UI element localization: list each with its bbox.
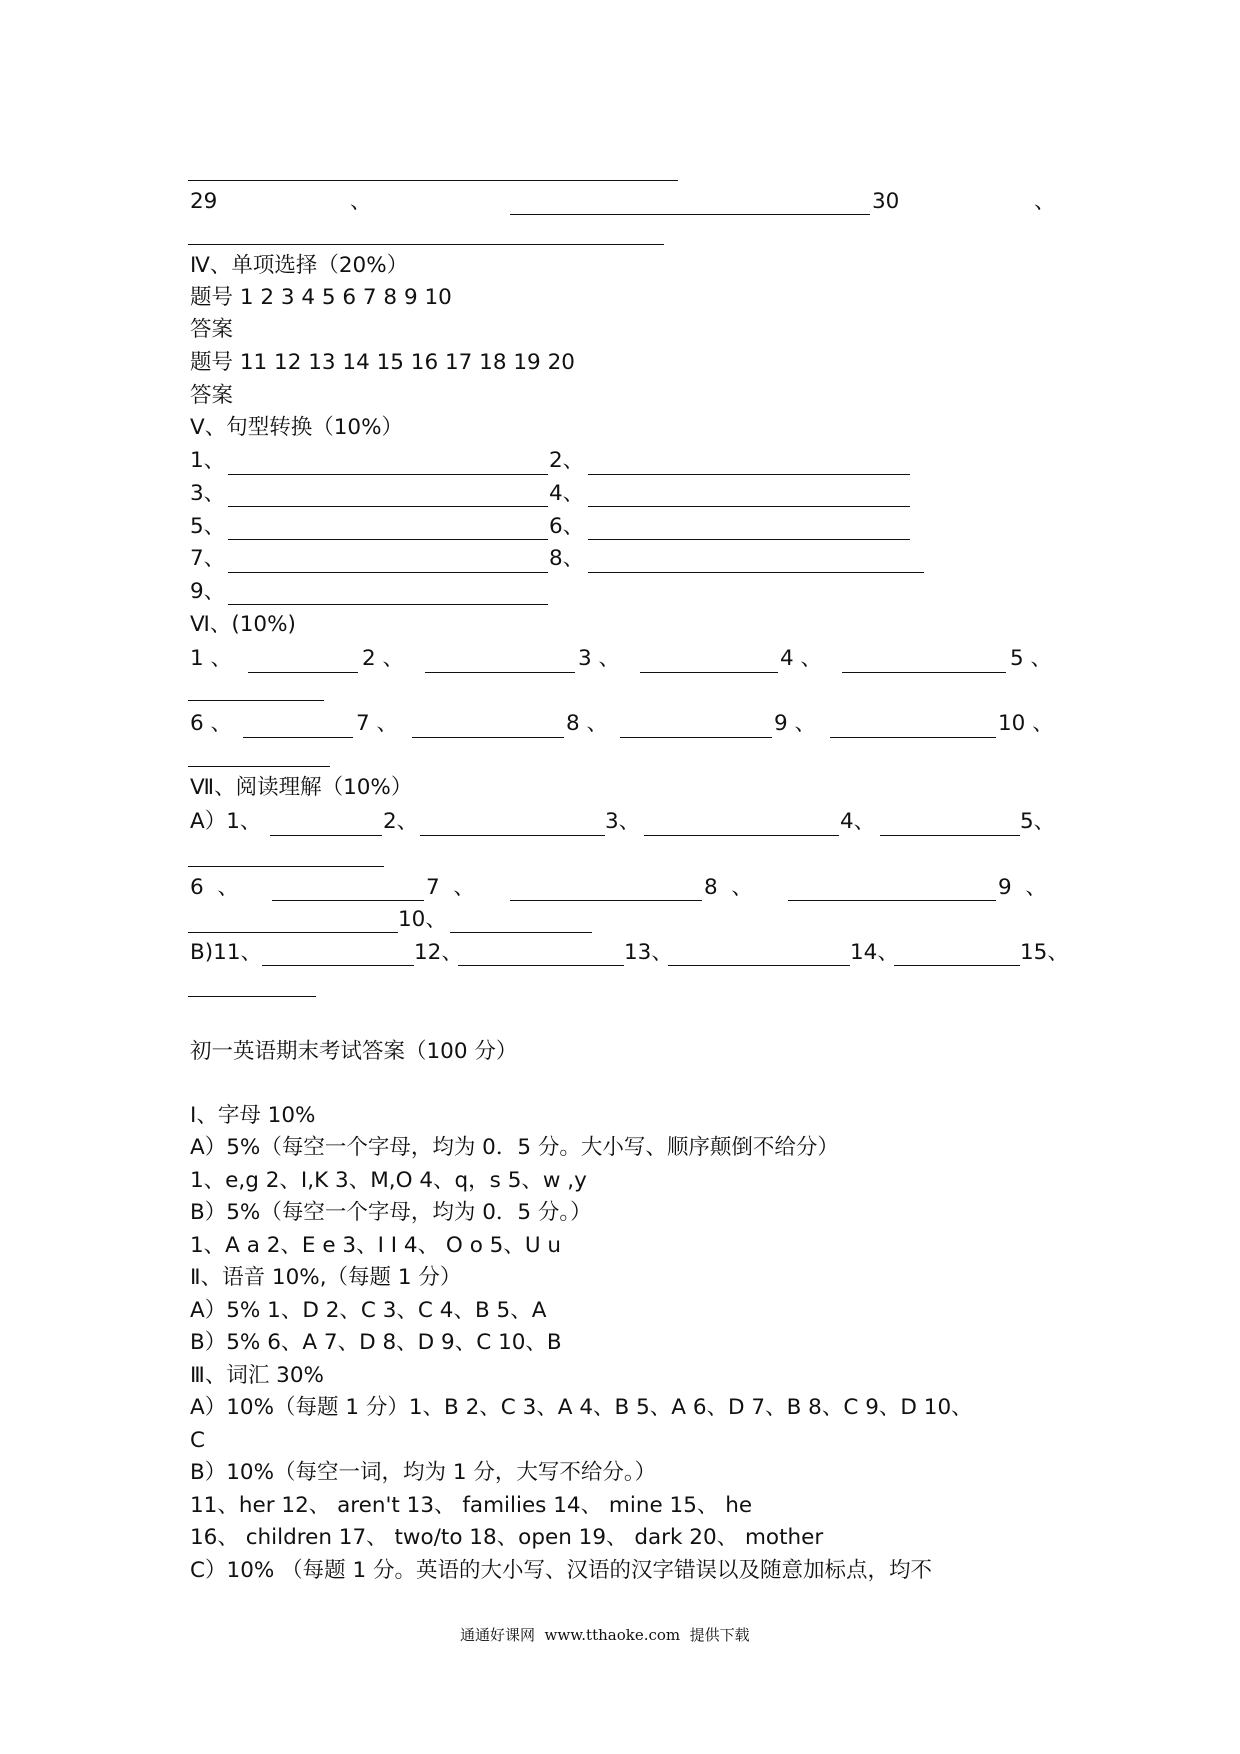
- blank-line[interactable]: [248, 672, 358, 673]
- section6-item-5: 5 、: [1010, 646, 1053, 671]
- blank-line[interactable]: [188, 996, 316, 997]
- section5-item-2: 2、: [549, 448, 585, 473]
- blank-line: [188, 180, 678, 181]
- blank-line[interactable]: [188, 866, 384, 867]
- section5-item-8: 8、: [549, 546, 585, 571]
- section7-b-item-12: 12、: [414, 940, 463, 965]
- blank-line[interactable]: [270, 835, 382, 836]
- blank-line[interactable]: [842, 672, 1006, 673]
- section6-item-3: 3 、: [578, 646, 621, 671]
- blank-line[interactable]: [588, 474, 910, 475]
- section5-item-5: 5、: [190, 514, 226, 539]
- section7-a-item-2: 2、: [383, 809, 419, 834]
- section7-a-item-3: 3、: [605, 809, 641, 834]
- section6-item-7: 7 、: [356, 711, 399, 736]
- blank-line[interactable]: [412, 737, 564, 738]
- blank-line[interactable]: [588, 572, 924, 573]
- section5-item-7: 7、: [190, 546, 226, 571]
- answer-key-title: 初一英语期末考试答案（100 分）: [190, 1039, 518, 1064]
- section6-item-2: 2 、: [362, 646, 405, 671]
- section5-heading: Ⅴ、句型转换（10%）: [190, 415, 403, 440]
- answer-key-line: B）10%（每空一词，均为 1 分，大写不给分。）: [190, 1460, 657, 1485]
- answer-key-line: A）5% 1、D 2、C 3、C 4、B 5、A: [190, 1298, 547, 1323]
- blank-line[interactable]: [588, 539, 910, 540]
- blank-line[interactable]: [894, 965, 1020, 966]
- section5-item-9: 9、: [190, 579, 226, 604]
- blank-line[interactable]: [228, 572, 548, 573]
- section7-a-item-10: 10、: [398, 907, 447, 932]
- blank-line[interactable]: [458, 965, 624, 966]
- section5-item-3: 3、: [190, 481, 226, 506]
- section7-a-item-5: 5、: [1020, 809, 1056, 834]
- footer-text: 通通好课网 www.tthaoke.com 提供下载: [460, 1626, 750, 1644]
- section5-item-1: 1、: [190, 448, 226, 473]
- blank-line[interactable]: [228, 506, 548, 507]
- section4-row1-answer: 答案: [190, 317, 234, 342]
- blank-line[interactable]: [450, 932, 592, 933]
- blank-line[interactable]: [188, 700, 324, 701]
- section6-item-4: 4 、: [780, 646, 823, 671]
- blank-line[interactable]: [243, 737, 353, 738]
- blank-line[interactable]: [668, 965, 850, 966]
- section7-a-item-8: 8 、: [704, 875, 753, 900]
- item-29-sep: 、: [350, 189, 372, 214]
- answer-key-line: Ⅲ、词汇 30%: [190, 1363, 324, 1388]
- blank-line[interactable]: [272, 900, 424, 901]
- blank-line[interactable]: [830, 737, 996, 738]
- answer-key-line: C）10% （每题 1 分。英语的大小写、汉语的汉字错误以及随意加标点，均不: [190, 1558, 932, 1583]
- blank-line[interactable]: [880, 835, 1020, 836]
- item-29-label: 29: [190, 189, 218, 214]
- item-30-label: 30: [872, 189, 900, 214]
- blank-line[interactable]: [188, 766, 330, 767]
- answer-key-line: A）10%（每题 1 分）1、B 2、C 3、A 4、B 5、A 6、D 7、B 8、C 9、D 10、: [190, 1395, 973, 1420]
- blank-line[interactable]: [620, 737, 772, 738]
- section6-item-8: 8 、: [566, 711, 609, 736]
- blank-line[interactable]: [425, 672, 575, 673]
- answer-key-line: A）5%（每空一个字母，均为 0．5 分。大小写、顺序颠倒不给分）: [190, 1135, 839, 1160]
- section5-item-4: 4、: [549, 481, 585, 506]
- blank-line[interactable]: [510, 900, 702, 901]
- section6-item-9: 9 、: [774, 711, 817, 736]
- blank-line[interactable]: [588, 506, 910, 507]
- blank-line[interactable]: [188, 932, 398, 933]
- section6-heading: Ⅵ、(10%): [190, 612, 296, 637]
- answer-key-line: 11、her 12、 aren't 13、 families 14、 mine 15、 he: [190, 1493, 753, 1518]
- section7-a-item-9: 9 、: [998, 875, 1047, 900]
- section6-item-6: 6 、: [190, 711, 233, 736]
- blank-line[interactable]: [644, 835, 839, 836]
- answer-key-line: B）5%（每空一个字母，均为 0．5 分。）: [190, 1200, 592, 1225]
- answer-key-line: 1、e,g 2、I,K 3、M,O 4、q，s 5、w ,y: [190, 1168, 587, 1193]
- section6-item-1: 1 、: [190, 646, 233, 671]
- section7-b-item-11: B)11、: [190, 940, 262, 965]
- section4-heading: Ⅳ、单项选择（20%）: [190, 253, 409, 278]
- answer-key-line: 16、 children 17、 two/to 18、open 19、 dark 20、 mother: [190, 1525, 824, 1550]
- section4-row1-label: 题号 1 2 3 4 5 6 7 8 9 10: [190, 285, 452, 310]
- blank-line[interactable]: [228, 604, 548, 605]
- section7-a-item-4: 4、: [840, 809, 876, 834]
- blank-line-30[interactable]: [188, 244, 664, 245]
- section7-a-item-7: 7 、: [426, 875, 475, 900]
- section4-row2-answer: 答案: [190, 383, 234, 408]
- blank-line[interactable]: [228, 474, 548, 475]
- blank-line[interactable]: [640, 672, 778, 673]
- section7-a-item-6: 6 、: [190, 875, 239, 900]
- blank-line[interactable]: [420, 835, 605, 836]
- section7-b-item-14: 14、: [850, 940, 899, 965]
- section7-b-item-15: 15、: [1020, 940, 1069, 965]
- answer-key-line: C: [190, 1428, 206, 1453]
- blank-line[interactable]: [788, 900, 996, 901]
- answer-key-line: 1、A a 2、E e 3、I I 4、 O o 5、U u: [190, 1233, 562, 1258]
- answer-key-line: B）5% 6、A 7、D 8、D 9、C 10、B: [190, 1330, 562, 1355]
- section7-a-item-1: A）1、: [190, 809, 262, 834]
- section5-item-6: 6、: [549, 514, 585, 539]
- answer-key-line: Ⅰ、字母 10%: [190, 1103, 316, 1128]
- answer-key-line: Ⅱ、语音 10%,（每题 1 分）: [190, 1265, 462, 1290]
- section6-item-10: 10 、: [998, 711, 1054, 736]
- item-30-sep: 、: [1034, 189, 1056, 214]
- section7-heading: Ⅶ、阅读理解（10%）: [190, 775, 413, 800]
- blank-line[interactable]: [228, 539, 548, 540]
- section4-row2-label: 题号 11 12 13 14 15 16 17 18 19 20: [190, 350, 575, 375]
- blank-line[interactable]: [262, 965, 414, 966]
- section7-b-item-13: 13、: [624, 940, 673, 965]
- blank-line-29[interactable]: [510, 214, 870, 215]
